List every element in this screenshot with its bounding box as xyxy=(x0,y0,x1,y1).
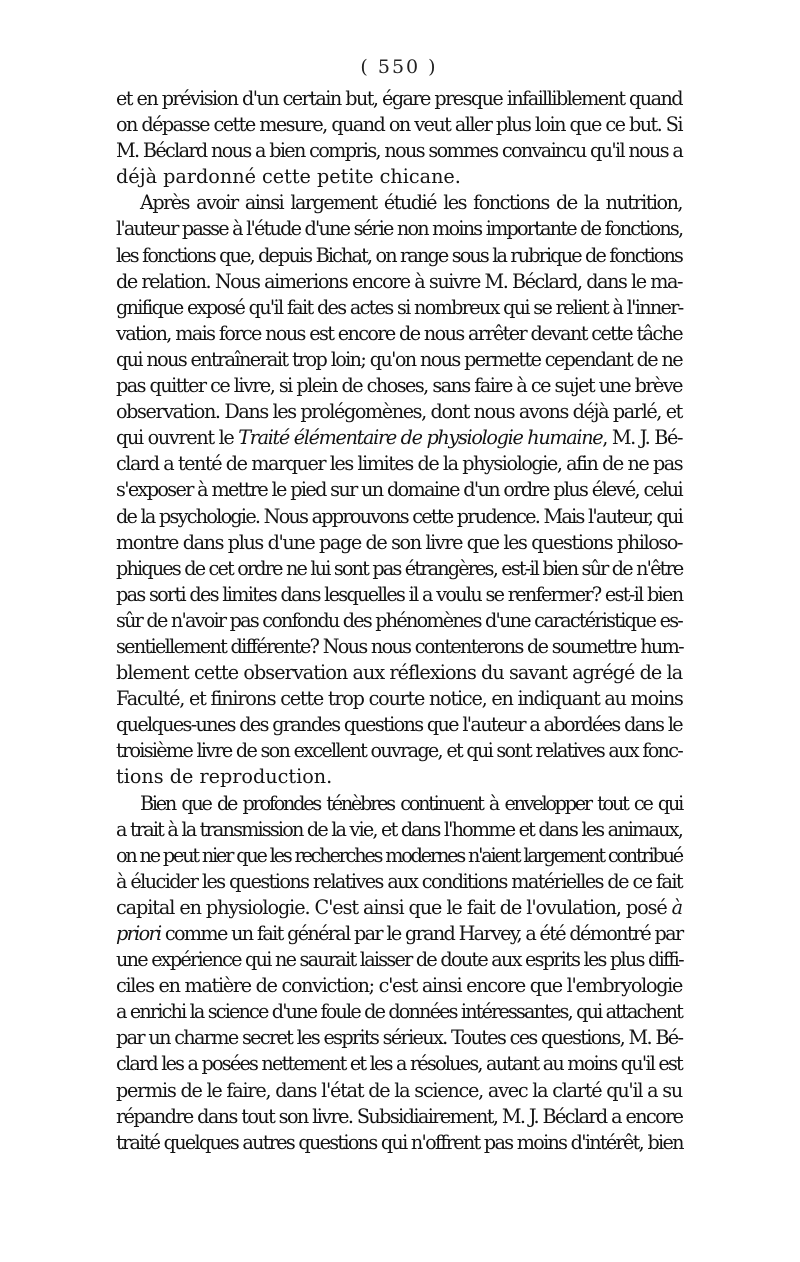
text-line: sentiellement différente? Nous nous contenterons de soumettre hum- xyxy=(116,634,683,658)
text-run: , M. J. Bé- xyxy=(602,426,683,450)
text-line xyxy=(116,895,682,921)
text-line: Après avoir ainsi largement étudié les fonctions de la nutrition, xyxy=(140,191,682,215)
text-line: sûr de n'avoir pas confondu des phénomènes d'une caractéristique es- xyxy=(116,608,682,632)
text-line: qui nous entraînerait trop loin; qu'on nous permette cependant de ne xyxy=(116,347,682,371)
text-line: montre dans plus d'une page de son livre que les questions philoso- xyxy=(116,530,683,554)
text-line: quelques-unes des grandes questions que l'auteur a abordées dans le xyxy=(116,713,682,737)
text-run: qui ouvrent le xyxy=(116,426,239,450)
text-line: on ne peut nier que les recherches modernes n'aient largement contribué xyxy=(116,843,682,867)
text-line: gnifique exposé qu'il fait des actes si nombreux qui se relient à l'inner- xyxy=(116,295,683,319)
page-number: ( 550 ) xyxy=(360,56,438,78)
text-line: permis de le faire, dans l'état de la science, avec la clarté qu'il a su xyxy=(116,1078,682,1102)
text-line: phiques de cet ordre ne lui sont pas étrangères, est-il bien sûr de n'être xyxy=(116,556,683,580)
text-line: M. Béclard nous a bien compris, nous sommes convaincu qu'il nous a xyxy=(116,139,683,163)
body-text xyxy=(116,86,682,1156)
text-line: de la psychologie. Nous approuvons cette prudence. Mais l'auteur, qui xyxy=(116,504,683,528)
text-line: Faculté, et finirons cette trop courte notice, en indiquant au moins xyxy=(116,687,683,711)
text-line: troisième livre de son excellent ouvrage, et qui sont relatives aux fonc- xyxy=(116,739,682,763)
text-line: s'exposer à mettre le pied sur un domaine d'un ordre plus élevé, celui xyxy=(116,478,682,502)
text-line: ciles en matière de conviction; c'est ainsi encore que l'embryologie xyxy=(116,974,683,998)
text-line: par un charme secret les esprits sérieux. Toutes ces questions, M. Bé- xyxy=(116,1026,683,1050)
text-line: a trait à la transmission de la vie, et dans l'homme et dans les animaux, xyxy=(116,817,682,841)
text-line: déjà pardonné cette petite chicane. xyxy=(116,165,461,189)
text-line: clard les a posées nettement et les a résolues, autant au moins qu'il est xyxy=(116,1052,682,1076)
text-line: observation. Dans les prolégomènes, dont nous avons déjà parlé, et xyxy=(116,400,682,424)
italic-title: priori xyxy=(116,922,161,945)
text-line: pas sorti des limites dans lesquelles il a voulu se renfermer? est-il bien xyxy=(116,582,683,606)
text-line: à élucider les questions relatives aux conditions matérielles de ce fait xyxy=(116,869,683,893)
text-line: les fonctions que, depuis Bichat, on range sous la rubrique de fonctions xyxy=(116,243,682,267)
text-run: capital en physiologie. C'est ainsi que le fait de l'ovulation, posé xyxy=(116,895,672,919)
italic-title: Traité élémentaire de physiologie humaine xyxy=(238,426,603,450)
text-line: Bien que de profondes ténèbres continuent à envelopper tout ce qui xyxy=(140,791,682,815)
text-line: l'auteur passe à l'étude d'une série non moins importante de fonctions, xyxy=(116,217,683,241)
text-line: de relation. Nous aimerions encore à suivre M. Béclard, dans le ma- xyxy=(116,269,682,293)
text-line: a enrichi la science d'une foule de données intéressantes, qui attachent xyxy=(116,1000,682,1024)
text-run: comme un fait général par le grand Harvey, a été démontré par xyxy=(160,922,683,945)
text-line xyxy=(116,425,682,451)
italic-title: à xyxy=(671,895,682,919)
text-line: clard a tenté de marquer les limites de la physiologie, afin de ne pas xyxy=(116,452,683,476)
text-line: une expérience qui ne saurait laisser de doute aux esprits les plus diffi- xyxy=(116,948,683,972)
text-line: blement cette observation aux réflexions du savant agrégé de la xyxy=(116,661,683,685)
text-line: traité quelques autres questions qui n'offrent pas moins d'intérêt, bien xyxy=(116,1130,683,1154)
text-line: on dépasse cette mesure, quand on veut aller plus loin que ce but. Si xyxy=(116,113,682,137)
text-line: tions de reproduction. xyxy=(116,765,333,789)
text-line: vation, mais force nous est encore de nous arrêter devant cette tâche xyxy=(116,321,682,345)
text-line: répandre dans tout son livre. Subsidiairement, M. J. Béclard a encore xyxy=(116,1104,683,1128)
text-line: pas quitter ce livre, si plein de choses, sans faire à ce sujet une brève xyxy=(116,374,682,398)
text-line xyxy=(116,921,682,947)
text-line: et en prévision d'un certain but, égare presque infailliblement quand xyxy=(116,87,682,110)
